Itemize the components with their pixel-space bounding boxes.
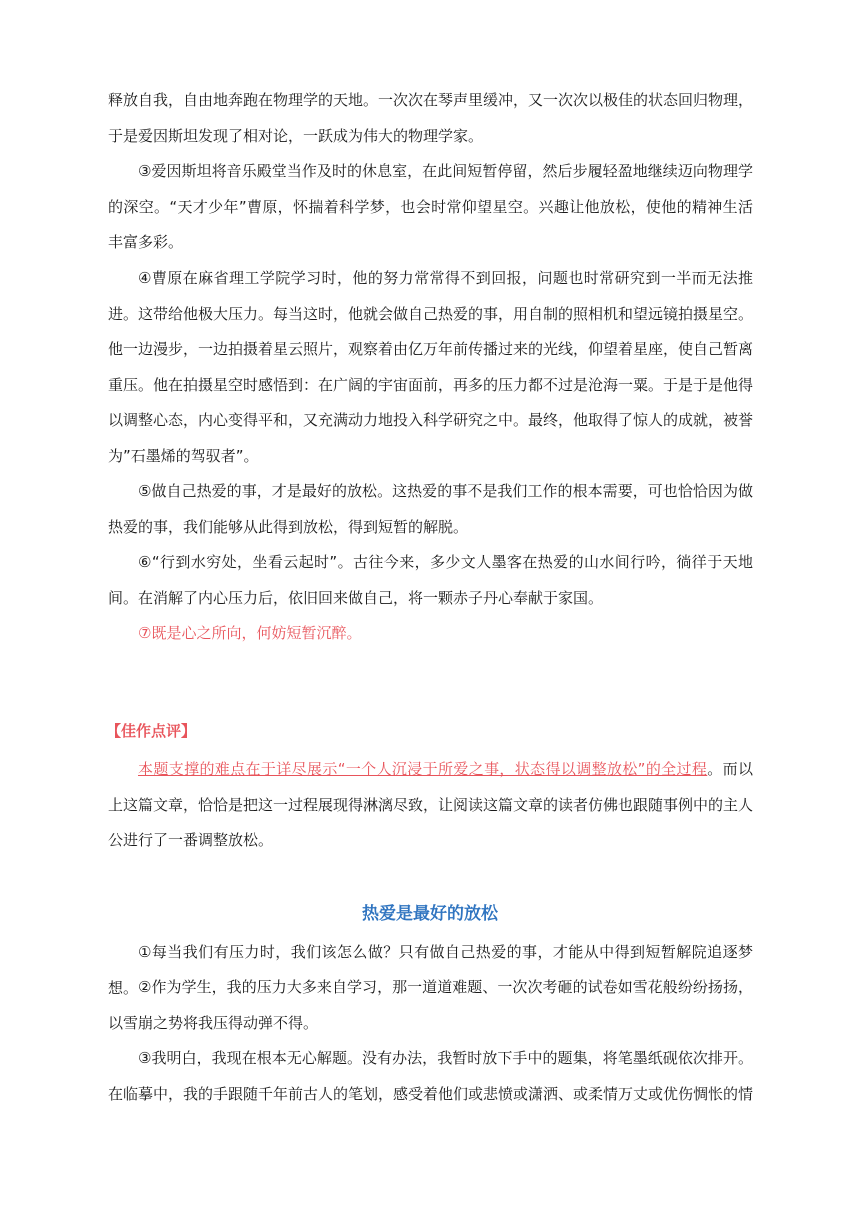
paragraph-5: ⑤做自己热爱的事，才是最好的放松。这热爱的事不是我们工作的根本需要，可也恰恰因为做热爱的事，我们能够从此得到放松，得到短暂的解脱。 — [108, 482, 753, 536]
paragraph-4: ④曹原在麻省理工学院学习时，他的努力常常得不到回报，问题也时常研究到一半而无法推进。这带给他极大压力。每当这时，他就会做自己热爱的事，用自制的照相机和望远镜拍摄星空。他一边漫步，一边拍摄着星云照片，观察着由亿万年前传播过来的光线，仰望着星座，使自己暂离重压。他在拍摄星空时感悟到：在广阔的宇宙面前，再多的压力都不过是沧海一粟。于是于是他得以调整心态，内心变得平和，又充满动力地投入科学研究之中。最终，他取得了惊人的成就，被誉为”石墨烯的驾驭者”。 — [108, 269, 754, 465]
paragraph-continuation: 释放自我，自由地奔跑在物理学的天地。一次次在琴声里缓冲，又一次次以极佳的状态回归物理，于是爱因斯坦发现了相对论，一跃成为伟大的物理学家。 — [108, 91, 754, 145]
paragraph-3: ③爱因斯坦将音乐殿堂当作及时的休息室，在此间短暂停留，然后步履轻盈地继续迈向物理学的深空。“天才少年”曹原，怀揣着科学梦，也会时常仰望星空。兴趣让他放松，使他的精神生活丰富多彩。 — [108, 162, 753, 251]
paragraph-6: ⑥“行到水穷处，坐看云起时”。古往今来，多少文人墨客在热爱的山水间行吟，徜徉于天地间。在消解了内心压力后，依旧回来做自己，将一颗赤子丹心奉献于家国。 — [108, 553, 753, 607]
review-text — [108, 752, 753, 859]
review-highlight: 本题支撑的难点在于详尽展示“一个人沉浸于所爱之事，状态得以调整放松”的全过程 — [138, 760, 708, 778]
essay-paragraph-3: ③我明白，我现在根本无心解题。没有办法，我暂时放下手中的题集，将笔墨纸砚依次排开。在临摹中，我的手跟随千年前古人的笔划，感受着他们或悲愤或潇洒、或柔情万丈或优伤惆怅的情 — [108, 1049, 754, 1103]
essay-paragraph-2: ②作为学生，我的压力大多来自学习，那一道道难题、一次次考砸的试卷如雪花般纷纷扬扬，以雪崩之势将我压得动弹不得。 — [108, 978, 753, 1032]
essay-paragraph-1: ①每当我们有压力时，我们该怎么做？只有做自己热爱的事，才能从中得到短暂解院追逐梦想。 — [108, 943, 753, 997]
review-rest: 。而以上这篇文章，恰恰是把这一过程展现得淋漓尽致，让阅读这篇文章的读者仿佛也跟随事例中的主人公进行了一番调整放松。 — [108, 760, 754, 849]
paragraph-7: ⑦既是心之所向，何妨短暂沉醉。 — [138, 624, 362, 642]
essay-title: 热爱是最好的放松 — [362, 904, 498, 924]
review-label: 【佳作点评】 — [106, 722, 197, 740]
